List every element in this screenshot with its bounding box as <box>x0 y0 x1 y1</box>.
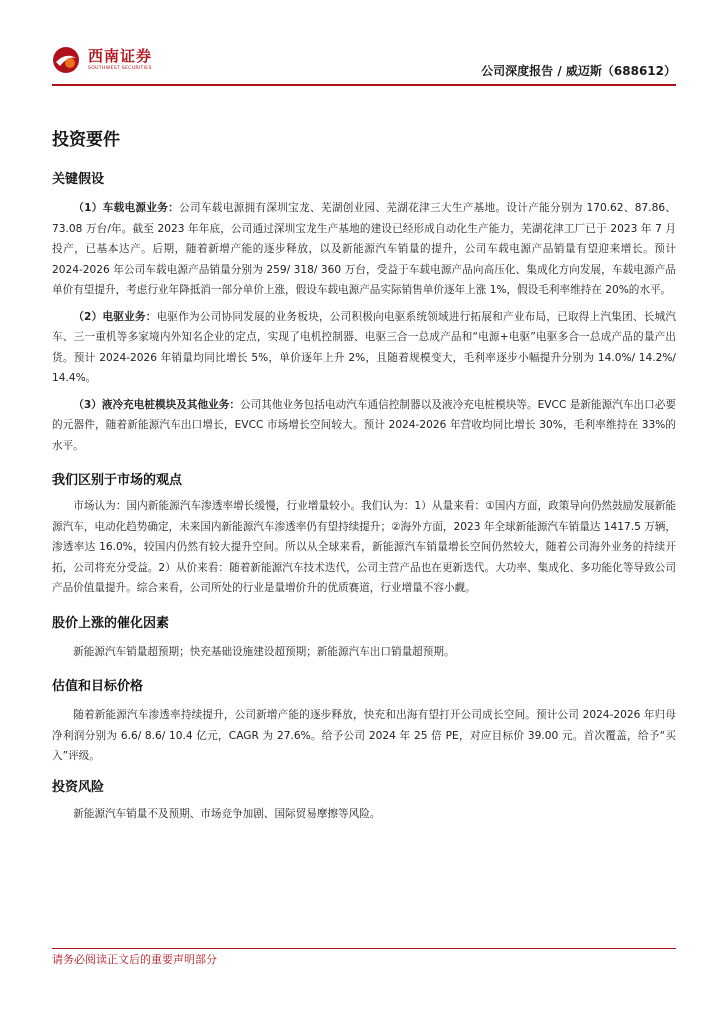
assumption-paragraph-vehicle-power <box>52 198 676 301</box>
section-title-valuation: 估值和目标价格 <box>52 679 144 694</box>
section-title-catalyst: 股价上涨的催化因素 <box>52 615 170 631</box>
assumption-paragraph-charging <box>52 395 676 457</box>
valuation-paragraph: 随着新能源汽车渗透率持续提升，公司新增产能的逐步释放，快充和出海有望打开公司成长空间。预计公司 2024-2026 年归母净利润分别为 6.6/ 8.6/ 10.4 亿元，CAGR 为 27.6%。给予公司 2024 年 25 倍 PE，对应目标价 39.00 元。首次覆盖，给予“买入”评级。 <box>52 709 676 762</box>
footer-divider <box>52 948 676 949</box>
assumption-lead: （1）车载电源业务： <box>73 202 180 214</box>
logo-english-text: SOUTHWEST SECURITIES <box>88 66 152 71</box>
section-title-risk: 投资风险 <box>52 779 105 795</box>
risk-paragraph: 新能源汽车销量不及预期、市场竞争加剧、国际贸易摩擦等风险。 <box>73 807 381 820</box>
difference-paragraph: 市场认为：国内新能源汽车渗透率增长缓慢，行业增量较小。我们认为：1）从量来看：①国内方面，政策导向仍然鼓励发展新能源汽车，电动化趋势确定，未来国内新能源汽车渗透率仍有望持续提升；②海外方面，2023 年全球新能源汽车销量达 1417.5 万辆，渗透率达 16.0%，较国内仍然有较大提升空间。所以从全球来看，新能源汽车销量增长空间仍然较大，随着公司海外业务的持续开拓，公司将充分受益。2）从价来看：随着新能源汽车技术迭代，公司主营产品也在更新迭代。大功率、集成化、多功能化等导致公司产品价值量提升。综合来看，公司所处的行业是量增价升的优质赛道，行业增量不容小觑。 <box>52 500 676 594</box>
catalyst-paragraph: 新能源汽车销量超预期；快充基础设施建设超预期；新能源汽车出口销量超预期。 <box>73 645 455 658</box>
page-header <box>52 38 676 82</box>
assumption-text: 公司其他业务包括电动汽车通信控制器以及液冷充电桩模块等。EVCC 是新能源汽车出口必要的元器件，随着新能源汽车出口增长，EVCC 市场增长空间较大。预计 2024-2026 年营收均同比增长 30%，毛利率维持在 33%的水平。 <box>52 398 676 452</box>
securities-logo-icon <box>52 46 80 74</box>
page-title: 投资要件 <box>52 130 120 150</box>
assumption-lead: （3）液冷充电桩模块及其他业务： <box>73 398 241 411</box>
assumption-paragraph-motor-drive <box>52 307 676 389</box>
main-content <box>52 128 676 824</box>
assumption-text: 公司车载电源拥有深圳宝龙、芜湖创业园、芜湖花津三大生产基地。设计产能分别为 170.62、87.86、73.08 万台/年。截至 2023 年年底，公司通过深圳宝龙生产基地的建设已经形成自动化生产能力，芜湖花津工厂已于 2023 年 7 月投产，已基本达产。后期，随着新增产能的逐步释放，以及新能源汽车销量的提升，公司车载电源产品销量有望迎来增长。预计 2024-2026 年公司车载电源产品销量分别为 259/ 318/ 360 万台，受益于车载电源产品向高压化、集成化方向发展，车载电源产品单价有望提升，考虑行业年降抵消一部分单价上涨，假设车载电源产品实际销售单价逐年上涨 1%，假设毛利率维持在 20%的水平。 <box>52 202 676 296</box>
report-tag: 公司深度报告 / 威迈斯（688612） <box>481 64 676 78</box>
footer-disclaimer: 请务必阅读正文后的重要声明部分 <box>52 953 217 966</box>
section-title-assumptions: 关键假设 <box>52 172 105 187</box>
assumption-text: 电驱作为公司协同发展的业务板块，公司积极向电驱系统领域进行拓展和产业布局，已取得上汽集团、长城汽车、三一重机等多家境内外知名企业的定点，实现了电机控制器、电驱三合一总成产品和“电源+电驱”电驱多合一总成产品的量产出货。预计 2024-2026 年销量均同比增长 5%，单价逐年上升 2%，且随着规模变大，毛利率逐步小幅提升分别为 14.0%/ 14.2%/ 14.4%。 <box>52 310 676 384</box>
header-divider <box>52 84 676 86</box>
assumption-lead: （2）电驱业务： <box>73 310 157 323</box>
section-title-difference: 我们区别于市场的观点 <box>52 473 183 488</box>
logo-text: 西南证券 <box>88 47 153 65</box>
